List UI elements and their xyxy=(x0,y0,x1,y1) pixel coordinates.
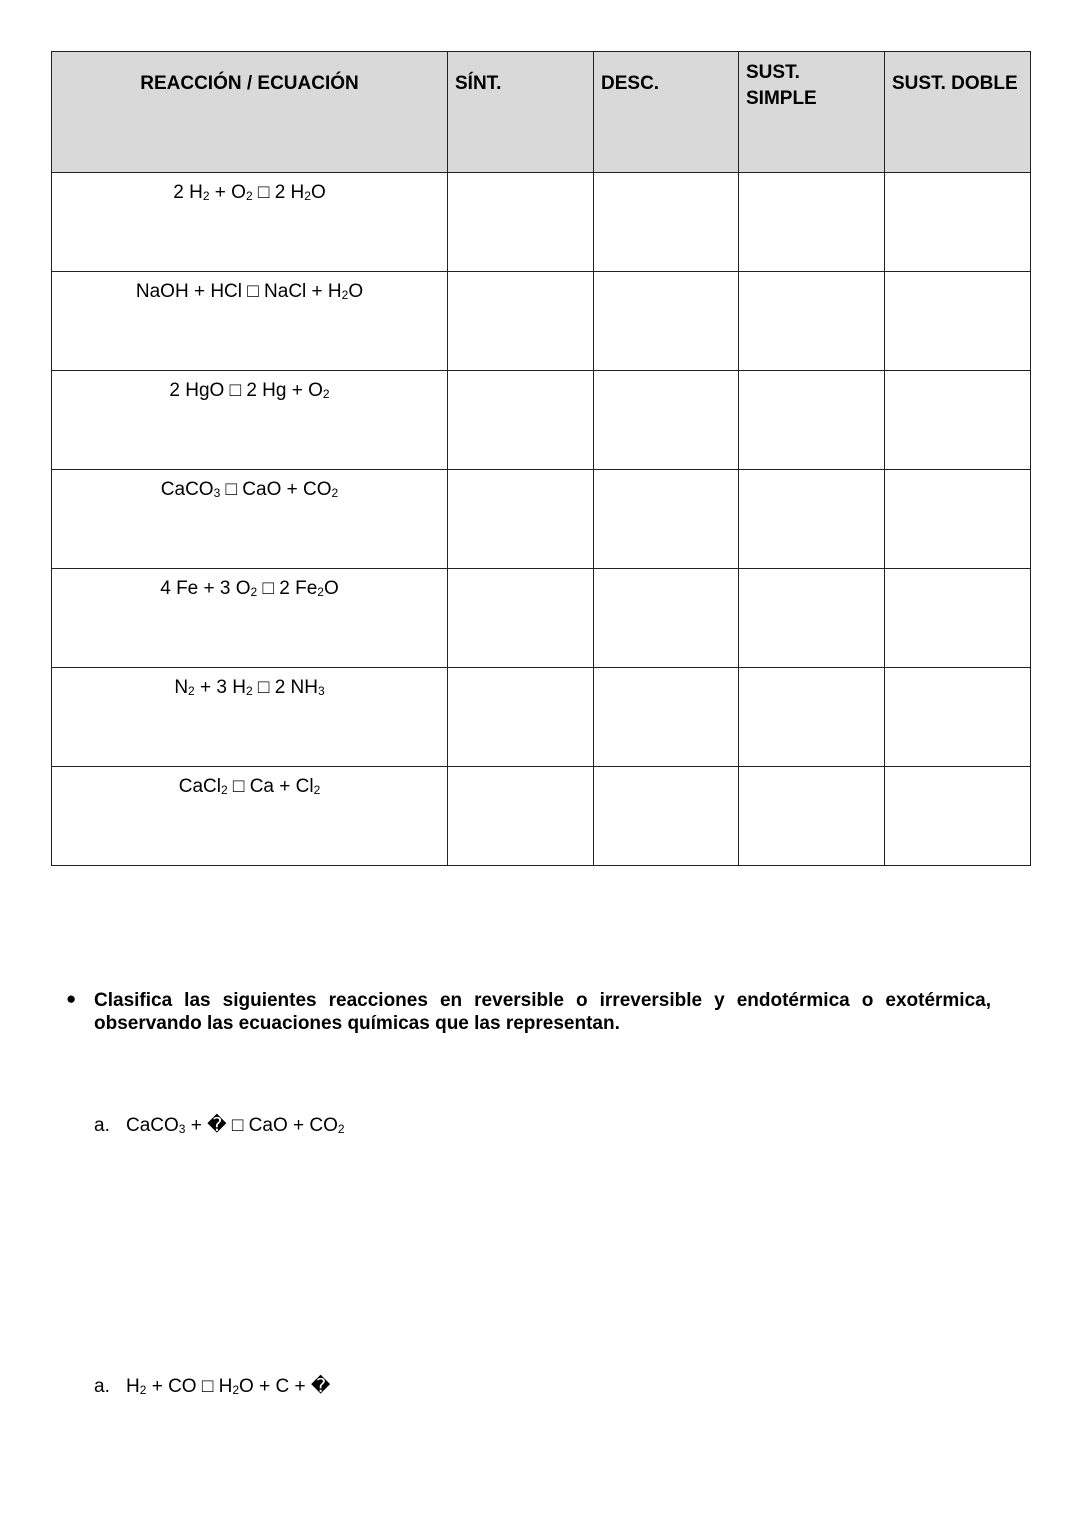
equation-item xyxy=(94,1375,330,1398)
equation-cell xyxy=(52,767,448,866)
question-text: Clasifica las siguientes reacciones en reversible o irreversible y endotérmica o exotérmica, observando las ecuaciones químicas que las representan. xyxy=(94,990,991,1034)
answer-cell-synthesis[interactable] xyxy=(448,767,594,866)
equation-text: $N_2 + 3$ $H_2$ □ 2 $NH_3$ xyxy=(174,677,325,698)
answer-cell-decomposition[interactable] xyxy=(594,470,739,569)
item-label: a. xyxy=(94,1115,110,1136)
answer-cell-double-substitution[interactable] xyxy=(885,767,1031,866)
answer-cell-decomposition[interactable] xyxy=(594,569,739,668)
equation-text: NaOH + HCl □ NaCl + $H_2O$ xyxy=(135,281,364,302)
equation-text: CaCl$_2$ □ $Ca + Cl_2$ xyxy=(178,776,321,797)
equation-text: 2 $H_2 + O_2$ □ 2 $H_2O$ xyxy=(173,182,326,203)
header-double-substitution xyxy=(885,52,1031,173)
equation-text: CaCO$_3$ + � □ CaO + $CO_2$ xyxy=(126,1115,345,1136)
answer-cell-synthesis[interactable] xyxy=(448,668,594,767)
equation-cell xyxy=(52,569,448,668)
answer-cell-synthesis[interactable] xyxy=(448,470,594,569)
answer-cell-synthesis[interactable] xyxy=(448,173,594,272)
answer-cell-simple-substitution[interactable] xyxy=(739,371,885,470)
answer-cell-decomposition[interactable] xyxy=(594,272,739,371)
answer-cell-decomposition[interactable] xyxy=(594,173,739,272)
equation-text: 4 Fe + 3 $O_2$ □ 2 $Fe_2O$ xyxy=(160,578,339,599)
answer-cell-decomposition[interactable] xyxy=(594,371,739,470)
answer-cell-simple-substitution[interactable] xyxy=(739,767,885,866)
equation-cell xyxy=(52,272,448,371)
answer-cell-double-substitution[interactable] xyxy=(885,569,1031,668)
equation-text: $H_2$ + CO □ $H_2O + C$ + � xyxy=(126,1376,331,1397)
table-row xyxy=(52,668,1031,767)
answer-cell-synthesis[interactable] xyxy=(448,569,594,668)
bullet-icon: ● xyxy=(66,989,77,1008)
equation-cell xyxy=(52,173,448,272)
header-decomposition xyxy=(594,52,739,173)
table-row xyxy=(52,569,1031,668)
answer-cell-double-substitution[interactable] xyxy=(885,371,1031,470)
item-label: a. xyxy=(94,1376,110,1397)
equation-item xyxy=(94,1114,345,1137)
answer-cell-double-substitution[interactable] xyxy=(885,470,1031,569)
equation-text: 2 HgO □ 2 $Hg + O_2$ xyxy=(169,380,330,401)
answer-cell-synthesis[interactable] xyxy=(448,272,594,371)
header-label: DESC. xyxy=(601,73,660,94)
answer-cell-decomposition[interactable] xyxy=(594,767,739,866)
table-row xyxy=(52,173,1031,272)
answer-cell-simple-substitution[interactable] xyxy=(739,470,885,569)
reaction-classification-table xyxy=(51,51,1031,866)
header-label: SUST. SIMPLE xyxy=(746,62,817,109)
header-synthesis xyxy=(448,52,594,173)
table-row xyxy=(52,767,1031,866)
equation-cell xyxy=(52,668,448,767)
answer-cell-simple-substitution[interactable] xyxy=(739,173,885,272)
answer-cell-simple-substitution[interactable] xyxy=(739,668,885,767)
equation-text: CaCO$_3$ □ CaO + $CO_2$ xyxy=(160,479,339,500)
header-label: REACCIÓN / ECUACIÓN xyxy=(140,73,359,94)
equation-cell xyxy=(52,371,448,470)
equation-cell xyxy=(52,470,448,569)
header-label: SUST. DOBLE xyxy=(892,73,1018,94)
answer-cell-simple-substitution[interactable] xyxy=(739,569,885,668)
answer-cell-synthesis[interactable] xyxy=(448,371,594,470)
table-row xyxy=(52,470,1031,569)
table-row xyxy=(52,371,1031,470)
table-row xyxy=(52,272,1031,371)
header-reaction xyxy=(52,52,448,173)
header-label: SÍNT. xyxy=(455,73,502,94)
answer-cell-double-substitution[interactable] xyxy=(885,668,1031,767)
answer-cell-decomposition[interactable] xyxy=(594,668,739,767)
answer-cell-simple-substitution[interactable] xyxy=(739,272,885,371)
answer-cell-double-substitution[interactable] xyxy=(885,272,1031,371)
answer-cell-double-substitution[interactable] xyxy=(885,173,1031,272)
header-simple-substitution xyxy=(739,52,885,173)
